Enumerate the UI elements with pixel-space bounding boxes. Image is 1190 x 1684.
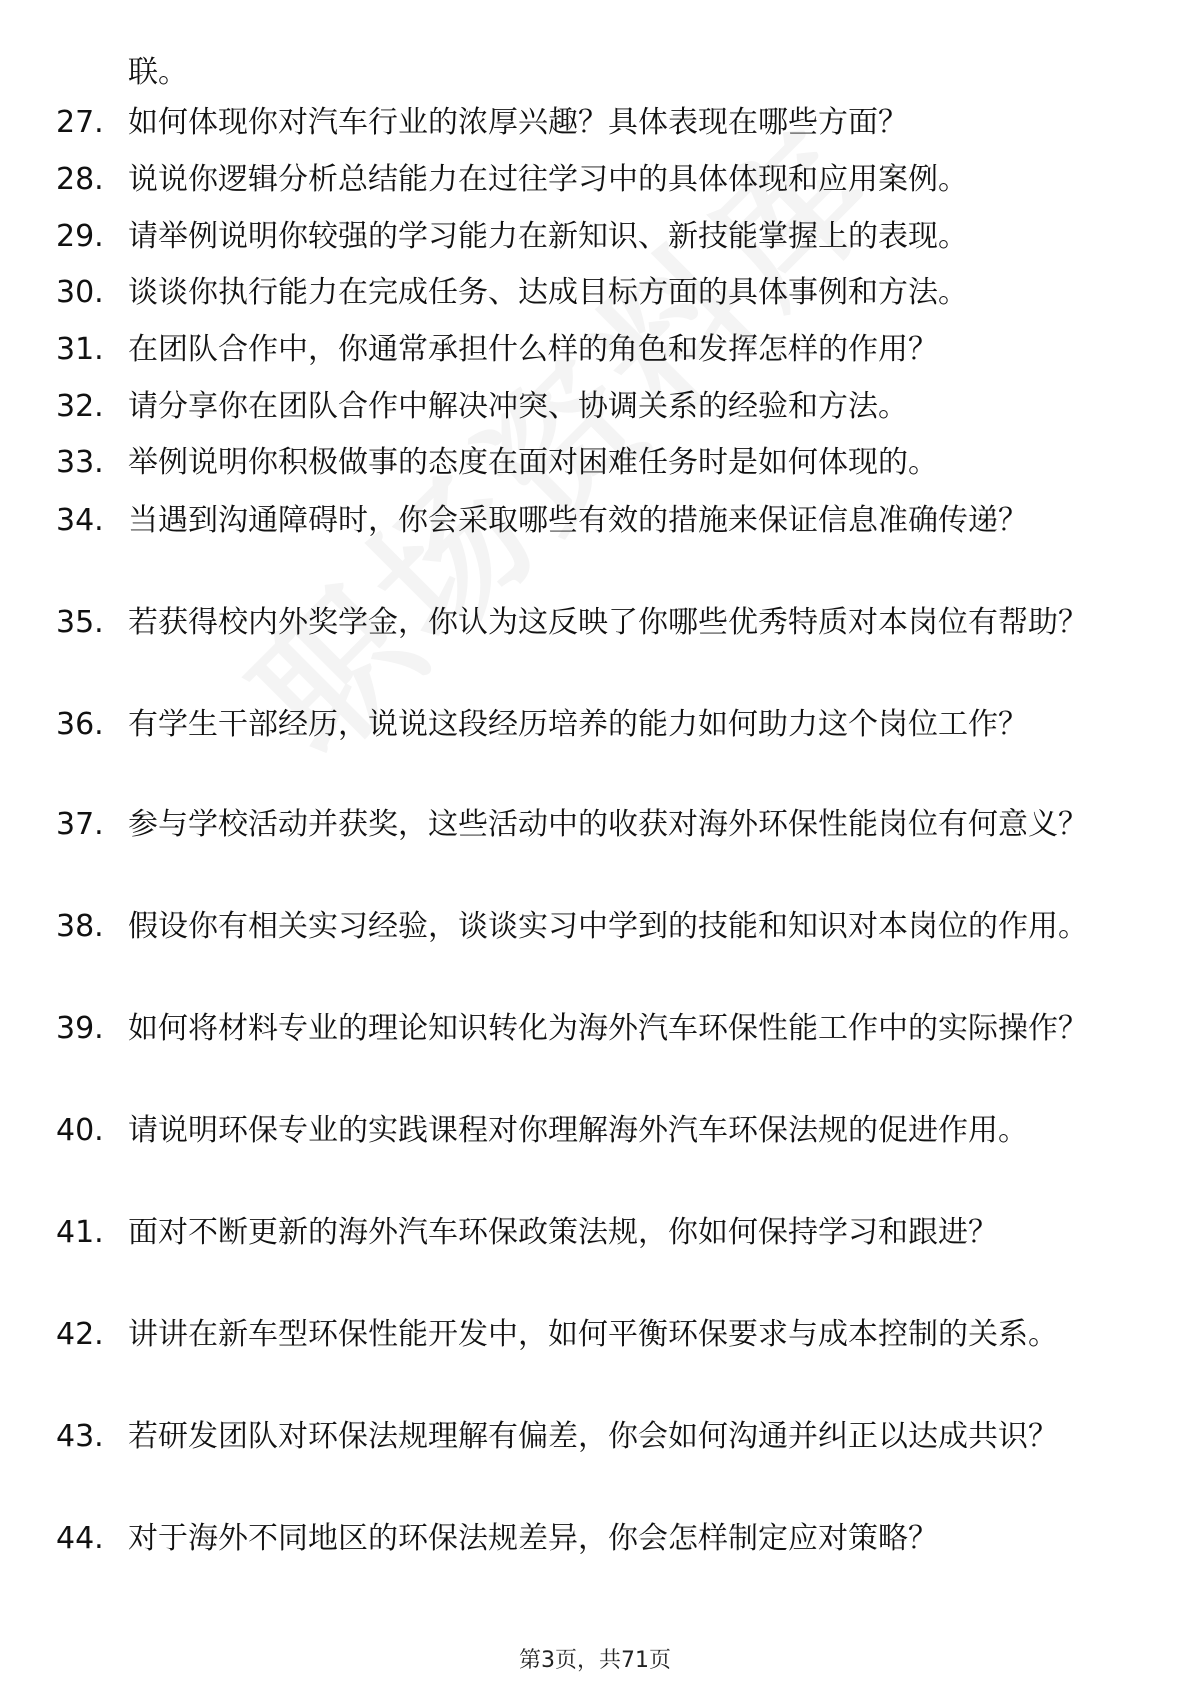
question-text: 如何体现你对汽车行业的浓厚兴趣？具体表现在哪些方面？ [128, 105, 908, 140]
question-item [56, 598, 1126, 648]
question-text: 谈谈你执行能力在完成任务、达成目标方面的具体事例和方法。 [128, 275, 968, 310]
question-text: 请举例说明你较强的学习能力在新知识、新技能掌握上的表现。 [128, 219, 968, 254]
question-item [56, 1208, 1126, 1258]
question-number: 39. [56, 1011, 104, 1046]
question-item [56, 700, 1126, 750]
question-text: 如何将材料专业的理论知识转化为海外汽车环保性能工作中的实际操作？ [128, 1011, 1088, 1046]
question-text: 举例说明你积极做事的态度在面对困难任务时是如何体现的。 [128, 445, 938, 480]
question-text: 有学生干部经历，说说这段经历培养的能力如何助力这个岗位工作？ [128, 707, 1028, 742]
question-number: 35. [56, 605, 104, 640]
question-text: 参与学校活动并获奖，这些活动中的收获对海外环保性能岗位有何意义？ [128, 807, 1088, 842]
question-item [56, 800, 1126, 850]
question-item [56, 902, 1126, 952]
question-item [56, 98, 1126, 148]
question-number: 37. [56, 807, 104, 842]
question-text: 当遇到沟通障碍时，你会采取哪些有效的措施来保证信息准确传递？ [128, 503, 1028, 538]
question-text: 在团队合作中，你通常承担什么样的角色和发挥怎样的作用？ [128, 332, 938, 367]
question-item [56, 155, 1126, 205]
question-text: 对于海外不同地区的环保法规差异，你会怎样制定应对策略？ [128, 1521, 938, 1556]
question-number: 31. [56, 332, 104, 367]
question-item [56, 212, 1126, 262]
question-text: 请说明环保专业的实践课程对你理解海外汽车环保法规的促进作用。 [128, 1113, 1028, 1148]
question-text: 说说你逻辑分析总结能力在过往学习中的具体体现和应用案例。 [128, 162, 968, 197]
question-number: 32. [56, 389, 104, 424]
question-number: 27. [56, 105, 104, 140]
question-text: 请分享你在团队合作中解决冲突、协调关系的经验和方法。 [128, 389, 908, 424]
question-number: 38. [56, 909, 104, 944]
question-text: 假设你有相关实习经验，谈谈实习中学到的技能和知识对本岗位的作用。 [128, 909, 1088, 944]
question-number: 36. [56, 707, 104, 742]
question-number: 33. [56, 445, 104, 480]
continuation-text: 联。 [128, 55, 188, 90]
page-footer: 第3页，共71页 [519, 1648, 671, 1673]
question-text: 若研发团队对环保法规理解有偏差，你会如何沟通并纠正以达成共识？ [128, 1419, 1058, 1454]
question-item [56, 1514, 1126, 1564]
question-number: 34. [56, 503, 104, 538]
question-item [56, 1106, 1126, 1156]
question-number: 40. [56, 1113, 104, 1148]
question-item [56, 382, 1126, 432]
question-item [56, 325, 1126, 375]
question-text: 面对不断更新的海外汽车环保政策法规，你如何保持学习和跟进？ [128, 1215, 998, 1250]
question-item [56, 438, 1126, 488]
question-number: 28. [56, 162, 104, 197]
question-number: 42. [56, 1317, 104, 1352]
question-item [56, 268, 1126, 318]
question-item [56, 1004, 1126, 1054]
question-number: 41. [56, 1215, 104, 1250]
question-item [56, 1412, 1126, 1462]
question-number: 30. [56, 275, 104, 310]
question-item [56, 1310, 1126, 1360]
question-item [56, 496, 1126, 546]
question-text: 讲讲在新车型环保性能开发中，如何平衡环保要求与成本控制的关系。 [128, 1317, 1058, 1352]
question-number: 44. [56, 1521, 104, 1556]
question-text: 若获得校内外奖学金，你认为这反映了你哪些优秀特质对本岗位有帮助？ [128, 605, 1088, 640]
question-number: 29. [56, 219, 104, 254]
question-number: 43. [56, 1419, 104, 1454]
